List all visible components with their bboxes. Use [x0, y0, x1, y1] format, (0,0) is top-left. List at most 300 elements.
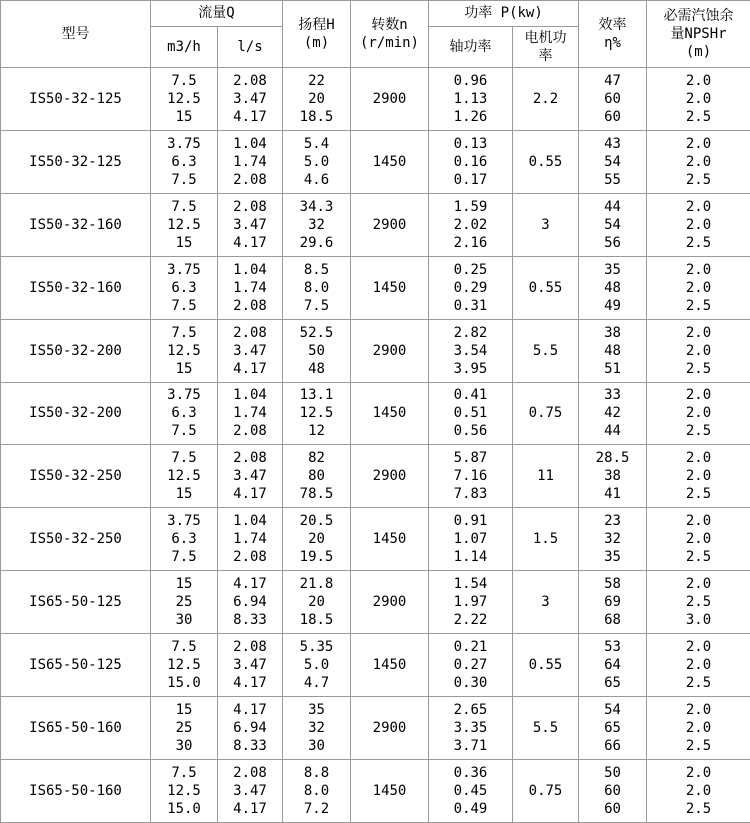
cell-head	[283, 382, 351, 445]
cell-efficiency-value: 68	[604, 612, 621, 629]
cell-efficiency	[579, 697, 647, 760]
cell-motor-power: 5.5	[513, 319, 579, 382]
cell-speed: 1450	[351, 759, 429, 822]
cell-flow-ls-value: 6.94	[233, 720, 267, 737]
cell-model: IS50-32-160	[1, 256, 151, 319]
cell-shaft-power-value: 0.45	[453, 782, 488, 799]
cell-flow-ls-value: 2.08	[233, 297, 267, 314]
cell-motor-power: 2.2	[513, 68, 579, 131]
cell-npshr	[647, 382, 750, 445]
cell-shaft-power-value: 1.97	[453, 594, 488, 611]
cell-efficiency	[579, 382, 647, 445]
cell-model: IS50-32-200	[1, 319, 151, 382]
cell-head	[283, 697, 351, 760]
cell-head-value: 32	[308, 720, 325, 737]
cell-flow-m3h-value: 7.5	[171, 549, 197, 566]
cell-head-value: 5.35	[299, 639, 334, 656]
cell-flow-m3h	[151, 256, 218, 319]
cell-head-value: 5.0	[303, 153, 330, 170]
cell-npshr-value: 2.0	[685, 279, 712, 296]
cell-head-value: 80	[308, 468, 325, 485]
cell-flow-ls-value: 2.08	[233, 72, 267, 89]
cell-npshr-value: 2.0	[685, 72, 712, 89]
cell-npshr-value: 2.0	[685, 198, 712, 215]
cell-flow-ls-value: 4.17	[233, 800, 267, 817]
cell-npshr	[647, 193, 750, 256]
cell-head-value: 50	[308, 342, 325, 359]
cell-shaft-power-value: 3.54	[453, 342, 488, 359]
cell-npshr-value: 2.5	[685, 675, 712, 692]
cell-flow-ls-value: 3.47	[233, 342, 267, 359]
cell-npshr-value: 2.0	[685, 468, 712, 485]
cell-shaft-power-value: 3.35	[453, 720, 488, 737]
cell-flow-ls	[218, 634, 283, 697]
cell-flow-m3h	[151, 759, 218, 822]
cell-flow-m3h	[151, 382, 218, 445]
cell-model: IS50-32-250	[1, 508, 151, 571]
cell-flow-ls	[218, 68, 283, 131]
cell-head-value: 20	[308, 90, 325, 107]
cell-efficiency-value: 60	[604, 108, 621, 125]
cell-flow-m3h-value: 15	[175, 360, 193, 377]
cell-efficiency	[579, 193, 647, 256]
cell-efficiency-value: 66	[604, 738, 621, 755]
cell-flow-ls-value: 3.47	[233, 216, 267, 233]
cell-shaft-power-value: 3.95	[453, 360, 488, 377]
cell-speed: 2900	[351, 697, 429, 760]
cell-flow-ls-value: 1.04	[233, 261, 267, 278]
cell-speed: 1450	[351, 382, 429, 445]
cell-head-value: 22	[308, 72, 325, 89]
cell-efficiency-value: 23	[604, 513, 621, 530]
cell-shaft-power-value: 2.82	[453, 324, 488, 341]
cell-model: IS50-32-160	[1, 193, 151, 256]
cell-flow-ls-value: 1.74	[233, 153, 267, 170]
cell-flow-m3h-value: 7.5	[171, 639, 197, 656]
cell-npshr-value: 2.5	[685, 549, 712, 566]
cell-head	[283, 68, 351, 131]
header-motor-power	[513, 27, 579, 68]
cell-shaft-power-value: 7.16	[453, 468, 488, 485]
cell-shaft-power	[429, 319, 513, 382]
cell-head-value: 20	[308, 594, 325, 611]
cell-flow-ls-value: 2.08	[233, 198, 267, 215]
cell-npshr-value: 2.5	[685, 234, 712, 251]
cell-npshr-value: 3.0	[685, 612, 712, 629]
cell-flow-ls-value: 1.74	[233, 531, 267, 548]
cell-flow-m3h-value: 15.0	[167, 675, 201, 692]
cell-head-value: 48	[308, 360, 325, 377]
table-row	[1, 759, 750, 822]
cell-flow-m3h-value: 6.3	[171, 279, 197, 296]
cell-head-value: 5.4	[303, 135, 330, 152]
cell-motor-power: 3	[513, 571, 579, 634]
cell-npshr-value: 2.0	[685, 639, 712, 656]
cell-flow-ls	[218, 130, 283, 193]
cell-head-value: 18.5	[299, 612, 334, 629]
cell-flow-ls	[218, 571, 283, 634]
cell-flow-m3h-value: 7.5	[171, 423, 197, 440]
cell-head-value: 8.5	[303, 261, 330, 278]
cell-flow-m3h-value: 3.75	[167, 135, 201, 152]
header-npshr-line2: 量NPSHr	[670, 26, 727, 42]
cell-shaft-power-value: 2.16	[453, 234, 488, 251]
cell-shaft-power-value: 0.36	[453, 764, 488, 781]
cell-efficiency-value: 44	[604, 423, 621, 440]
cell-flow-m3h-value: 7.5	[171, 72, 197, 89]
header-motor-power-line1: 电机功	[524, 30, 567, 46]
cell-shaft-power-value: 0.29	[453, 279, 488, 296]
cell-efficiency	[579, 759, 647, 822]
cell-efficiency	[579, 508, 647, 571]
cell-npshr-value: 2.0	[685, 450, 712, 467]
cell-npshr-value: 2.0	[685, 702, 712, 719]
cell-efficiency-value: 65	[604, 675, 621, 692]
cell-shaft-power-value: 0.27	[453, 657, 488, 674]
cell-speed: 2900	[351, 68, 429, 131]
cell-motor-power: 0.55	[513, 130, 579, 193]
cell-shaft-power-value: 0.13	[453, 135, 488, 152]
cell-flow-m3h	[151, 508, 218, 571]
cell-flow-m3h-value: 6.3	[171, 153, 197, 170]
header-npshr-line3: (m)	[685, 44, 712, 60]
table-row	[1, 319, 750, 382]
cell-npshr-value: 2.0	[685, 90, 712, 107]
cell-npshr-value: 2.0	[685, 387, 712, 404]
cell-efficiency-value: 54	[604, 153, 621, 170]
cell-efficiency-value: 42	[604, 405, 621, 422]
cell-shaft-power-value: 1.13	[453, 90, 488, 107]
cell-npshr	[647, 697, 750, 760]
cell-motor-power: 0.55	[513, 634, 579, 697]
cell-flow-ls-value: 1.04	[233, 387, 267, 404]
cell-flow-m3h-value: 3.75	[167, 387, 201, 404]
cell-shaft-power	[429, 382, 513, 445]
cell-flow-m3h-value: 7.5	[171, 450, 197, 467]
cell-efficiency-value: 54	[604, 702, 621, 719]
cell-flow-m3h-value: 15.0	[167, 800, 201, 817]
cell-head-value: 20	[308, 531, 325, 548]
cell-head-value: 29.6	[299, 234, 334, 251]
cell-npshr-value: 2.5	[685, 423, 712, 440]
table-body	[1, 68, 750, 823]
cell-speed: 1450	[351, 508, 429, 571]
cell-shaft-power	[429, 130, 513, 193]
cell-flow-ls-value: 4.17	[233, 675, 267, 692]
cell-shaft-power-value: 0.96	[453, 72, 488, 89]
cell-shaft-power-value: 1.54	[453, 576, 488, 593]
header-head	[283, 1, 351, 68]
cell-flow-ls-value: 3.47	[233, 90, 267, 107]
cell-head-value: 32	[308, 216, 325, 233]
cell-speed: 1450	[351, 256, 429, 319]
cell-efficiency-value: 33	[604, 387, 621, 404]
header-motor-power-line2: 率	[538, 48, 553, 64]
cell-model: IS50-32-200	[1, 382, 151, 445]
cell-shaft-power-value: 2.22	[453, 612, 488, 629]
cell-flow-m3h	[151, 130, 218, 193]
cell-flow-ls-value: 2.08	[233, 171, 267, 188]
cell-model: IS65-50-160	[1, 759, 151, 822]
cell-flow-ls	[218, 256, 283, 319]
cell-npshr-value: 2.0	[685, 405, 712, 422]
cell-npshr-value: 2.5	[685, 486, 712, 503]
cell-efficiency-value: 44	[604, 198, 621, 215]
cell-shaft-power-value: 1.26	[453, 108, 488, 125]
cell-speed: 2900	[351, 193, 429, 256]
cell-flow-ls-value: 4.17	[233, 486, 267, 503]
cell-shaft-power	[429, 634, 513, 697]
cell-motor-power: 1.5	[513, 508, 579, 571]
table-row	[1, 130, 750, 193]
cell-efficiency	[579, 130, 647, 193]
cell-npshr-value: 2.0	[685, 531, 712, 548]
cell-efficiency-value: 60	[604, 782, 621, 799]
cell-model: IS50-32-125	[1, 130, 151, 193]
cell-efficiency-value: 54	[604, 216, 621, 233]
cell-flow-m3h-value: 15	[175, 108, 193, 125]
cell-head-value: 8.0	[303, 782, 330, 799]
header-efficiency-line1: 效率	[598, 17, 627, 33]
table-row	[1, 508, 750, 571]
cell-head	[283, 256, 351, 319]
cell-flow-ls-value: 2.08	[233, 639, 267, 656]
cell-flow-m3h-value: 6.3	[171, 531, 197, 548]
cell-efficiency-value: 48	[604, 342, 621, 359]
cell-flow-ls	[218, 193, 283, 256]
header-efficiency-line2: η%	[604, 35, 621, 51]
cell-npshr-value: 2.0	[685, 216, 712, 233]
cell-npshr-value: 2.5	[685, 800, 712, 817]
cell-head-value: 7.2	[303, 800, 330, 817]
cell-shaft-power	[429, 571, 513, 634]
cell-flow-ls	[218, 759, 283, 822]
header-flow-ls: l/s	[218, 27, 283, 68]
cell-flow-ls	[218, 445, 283, 508]
cell-head-value: 18.5	[299, 108, 334, 125]
cell-head-value: 8.8	[303, 764, 330, 781]
cell-efficiency	[579, 445, 647, 508]
cell-shaft-power-value: 1.59	[453, 198, 488, 215]
cell-head-value: 8.0	[303, 279, 330, 296]
cell-speed: 2900	[351, 571, 429, 634]
cell-flow-ls-value: 8.33	[233, 612, 267, 629]
cell-efficiency	[579, 571, 647, 634]
header-speed-line2: (r/min)	[359, 35, 419, 51]
cell-motor-power: 3	[513, 193, 579, 256]
cell-npshr-value: 2.0	[685, 342, 712, 359]
cell-model: IS65-50-160	[1, 697, 151, 760]
cell-flow-m3h-value: 30	[175, 738, 193, 755]
cell-flow-ls-value: 6.94	[233, 594, 267, 611]
cell-flow-ls-value: 4.17	[233, 702, 267, 719]
cell-flow-ls-value: 1.04	[233, 513, 267, 530]
cell-flow-m3h-value: 7.5	[171, 764, 197, 781]
cell-model: IS65-50-125	[1, 634, 151, 697]
cell-flow-ls-value: 2.08	[233, 764, 267, 781]
cell-shaft-power	[429, 759, 513, 822]
cell-npshr	[647, 445, 750, 508]
cell-npshr	[647, 508, 750, 571]
cell-flow-m3h-value: 12.5	[167, 468, 201, 485]
cell-model: IS50-32-125	[1, 68, 151, 131]
cell-head-value: 13.1	[299, 387, 334, 404]
cell-efficiency-value: 58	[604, 576, 621, 593]
cell-npshr	[647, 571, 750, 634]
cell-head-value: 4.6	[303, 171, 330, 188]
cell-npshr-value: 2.0	[685, 324, 712, 341]
cell-flow-m3h	[151, 319, 218, 382]
cell-flow-m3h-value: 25	[175, 720, 193, 737]
cell-shaft-power-value: 0.31	[453, 297, 488, 314]
cell-flow-ls-value: 4.17	[233, 108, 267, 125]
cell-flow-m3h-value: 15	[175, 576, 193, 593]
cell-efficiency-value: 35	[604, 549, 621, 566]
cell-npshr-value: 2.0	[685, 153, 712, 170]
cell-efficiency-value: 55	[604, 171, 621, 188]
cell-flow-m3h-value: 7.5	[171, 171, 197, 188]
cell-shaft-power-value: 0.51	[453, 405, 488, 422]
header-npshr	[647, 1, 750, 68]
cell-head-value: 30	[308, 738, 325, 755]
cell-shaft-power-value: 0.25	[453, 261, 488, 278]
table-row	[1, 382, 750, 445]
cell-npshr	[647, 759, 750, 822]
cell-head	[283, 634, 351, 697]
header-efficiency	[579, 1, 647, 68]
cell-flow-ls	[218, 697, 283, 760]
cell-flow-m3h-value: 12.5	[167, 90, 201, 107]
cell-flow-ls	[218, 319, 283, 382]
cell-efficiency-value: 65	[604, 720, 621, 737]
cell-flow-ls-value: 2.08	[233, 423, 267, 440]
cell-npshr-value: 2.0	[685, 135, 712, 152]
cell-flow-m3h-value: 15	[175, 486, 193, 503]
cell-head	[283, 130, 351, 193]
cell-flow-m3h	[151, 445, 218, 508]
table-row	[1, 256, 750, 319]
cell-flow-ls-value: 1.74	[233, 405, 267, 422]
cell-head	[283, 759, 351, 822]
cell-speed: 1450	[351, 130, 429, 193]
cell-head	[283, 571, 351, 634]
cell-flow-m3h	[151, 193, 218, 256]
cell-npshr	[647, 634, 750, 697]
cell-efficiency-value: 56	[604, 234, 621, 251]
header-flow-m3h: m3/h	[151, 27, 218, 68]
cell-model: IS50-32-250	[1, 445, 151, 508]
cell-head-value: 34.3	[299, 198, 334, 215]
cell-shaft-power	[429, 256, 513, 319]
cell-npshr-value: 2.5	[685, 360, 712, 377]
cell-efficiency-value: 41	[604, 486, 621, 503]
cell-flow-ls-value: 3.47	[233, 657, 267, 674]
cell-npshr	[647, 130, 750, 193]
header-power: 功率 P(kw)	[429, 1, 579, 27]
header-speed-line1: 转数n	[371, 17, 408, 33]
cell-shaft-power	[429, 508, 513, 571]
cell-npshr-value: 2.5	[685, 594, 712, 611]
cell-shaft-power-value: 0.41	[453, 387, 488, 404]
table-row	[1, 697, 750, 760]
cell-efficiency-value: 64	[604, 657, 621, 674]
cell-motor-power: 0.55	[513, 256, 579, 319]
cell-flow-ls	[218, 382, 283, 445]
cell-flow-m3h-value: 30	[175, 612, 193, 629]
cell-npshr-value: 2.0	[685, 764, 712, 781]
cell-npshr-value: 2.0	[685, 720, 712, 737]
header-head-line1: 扬程H	[298, 17, 335, 33]
table-row	[1, 445, 750, 508]
cell-efficiency-value: 32	[604, 531, 621, 548]
cell-shaft-power-value: 1.14	[453, 549, 488, 566]
cell-flow-ls-value: 2.08	[233, 549, 267, 566]
cell-npshr	[647, 68, 750, 131]
cell-efficiency-value: 47	[604, 72, 621, 89]
cell-shaft-power-value: 5.87	[453, 450, 488, 467]
cell-efficiency-value: 28.5	[595, 450, 630, 467]
cell-flow-m3h-value: 15	[175, 234, 193, 251]
table-row	[1, 193, 750, 256]
cell-shaft-power-value: 0.30	[453, 675, 488, 692]
cell-head-value: 82	[308, 450, 325, 467]
cell-flow-m3h	[151, 68, 218, 131]
cell-efficiency-value: 69	[604, 594, 621, 611]
cell-flow-m3h	[151, 571, 218, 634]
cell-motor-power: 5.5	[513, 697, 579, 760]
cell-shaft-power-value: 0.56	[453, 423, 488, 440]
cell-flow-m3h-value: 6.3	[171, 405, 197, 422]
cell-npshr	[647, 319, 750, 382]
cell-shaft-power-value: 1.07	[453, 531, 488, 548]
cell-flow-ls	[218, 508, 283, 571]
cell-flow-ls-value: 1.74	[233, 279, 267, 296]
cell-flow-m3h-value: 25	[175, 594, 193, 611]
cell-shaft-power-value: 2.65	[453, 702, 488, 719]
cell-motor-power: 11	[513, 445, 579, 508]
cell-head-value: 7.5	[303, 297, 330, 314]
table-row	[1, 634, 750, 697]
cell-efficiency	[579, 68, 647, 131]
cell-flow-ls-value: 2.08	[233, 450, 267, 467]
cell-npshr-value: 2.5	[685, 297, 712, 314]
cell-head-value: 21.8	[299, 576, 334, 593]
cell-shaft-power-value: 3.71	[453, 738, 488, 755]
cell-flow-m3h-value: 7.5	[171, 198, 197, 215]
cell-npshr-value: 2.5	[685, 171, 712, 188]
cell-head	[283, 445, 351, 508]
cell-efficiency	[579, 319, 647, 382]
cell-shaft-power	[429, 445, 513, 508]
cell-flow-ls-value: 4.17	[233, 576, 267, 593]
cell-flow-m3h-value: 12.5	[167, 216, 201, 233]
cell-head-value: 19.5	[299, 549, 334, 566]
cell-flow-m3h-value: 7.5	[171, 324, 197, 341]
cell-shaft-power-value: 0.91	[453, 513, 488, 530]
cell-head	[283, 319, 351, 382]
cell-head-value: 5.0	[303, 657, 330, 674]
cell-shaft-power	[429, 68, 513, 131]
cell-efficiency	[579, 634, 647, 697]
cell-efficiency-value: 51	[604, 360, 621, 377]
cell-efficiency-value: 50	[604, 764, 621, 781]
cell-head	[283, 508, 351, 571]
cell-head-value: 20.5	[299, 513, 334, 530]
cell-speed: 1450	[351, 634, 429, 697]
header-flow: 流量Q	[151, 1, 283, 27]
cell-efficiency-value: 43	[604, 135, 621, 152]
cell-flow-ls-value: 4.17	[233, 360, 267, 377]
